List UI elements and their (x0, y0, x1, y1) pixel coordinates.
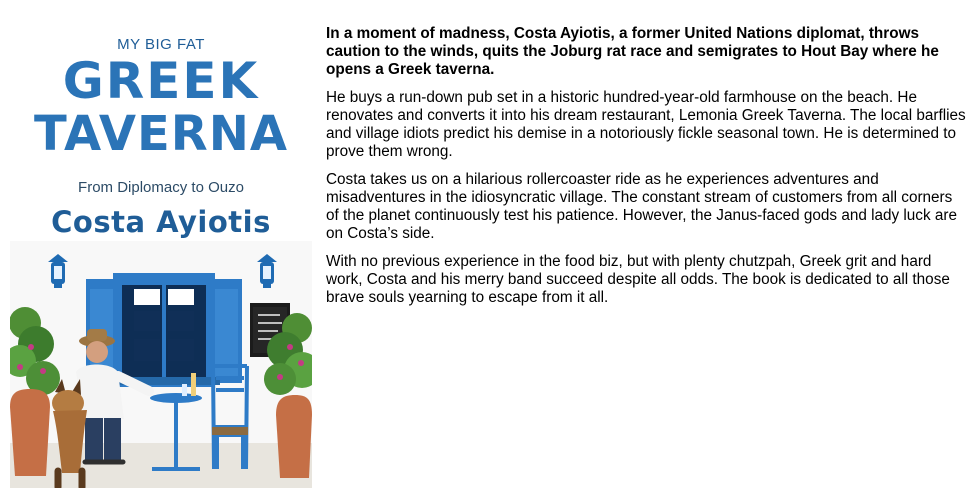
description-lead-paragraph: In a moment of madness, Costa Ayiotis, a former United Nations diplomat, throws caution to the winds, quits the Joburg rat race and semigrates to Hout Bay where he opens a Greek taverna. (326, 25, 939, 78)
description-paragraph-1: He buys a run-down pub set in a historic hundred-year-old farmhouse on the beach. He renovates and converts it into his dream restaurant, Lemonia Greek Taverna. The local barflies and village idiots predict his demise in a notoriously fickle seasonal town. He is determined to prove them wrong. (326, 89, 966, 160)
cover-kicker: MY BIG FAT (117, 36, 205, 53)
description-paragraph-2: Costa takes us on a hilarious rollercoaster ride as he experiences adventures and misadventures in the idiosyncratic village. The constant stream of customers from all corners of the planet continuously test his patience. However, the Janus-faced gods and lady luck are on Costa’s side. (326, 171, 957, 242)
description-paragraph-3: With no previous experience in the food biz, but with plenty chutzpah, Greek grit and hard work, Costa and his merry band succeed despite all odds. The book is dedicated to all those brave souls yearning to escape from it all. (326, 253, 950, 306)
taverna-illustration (10, 241, 312, 488)
cover-title-line-1: GREEK (62, 52, 260, 110)
book-cover (10, 6, 312, 488)
cover-title-line-2: TAVERNA (33, 106, 289, 162)
cover-author: Costa Ayiotis (51, 205, 271, 239)
cover-subtitle: From Diplomacy to Ouzo (78, 179, 244, 196)
book-description (326, 25, 966, 317)
